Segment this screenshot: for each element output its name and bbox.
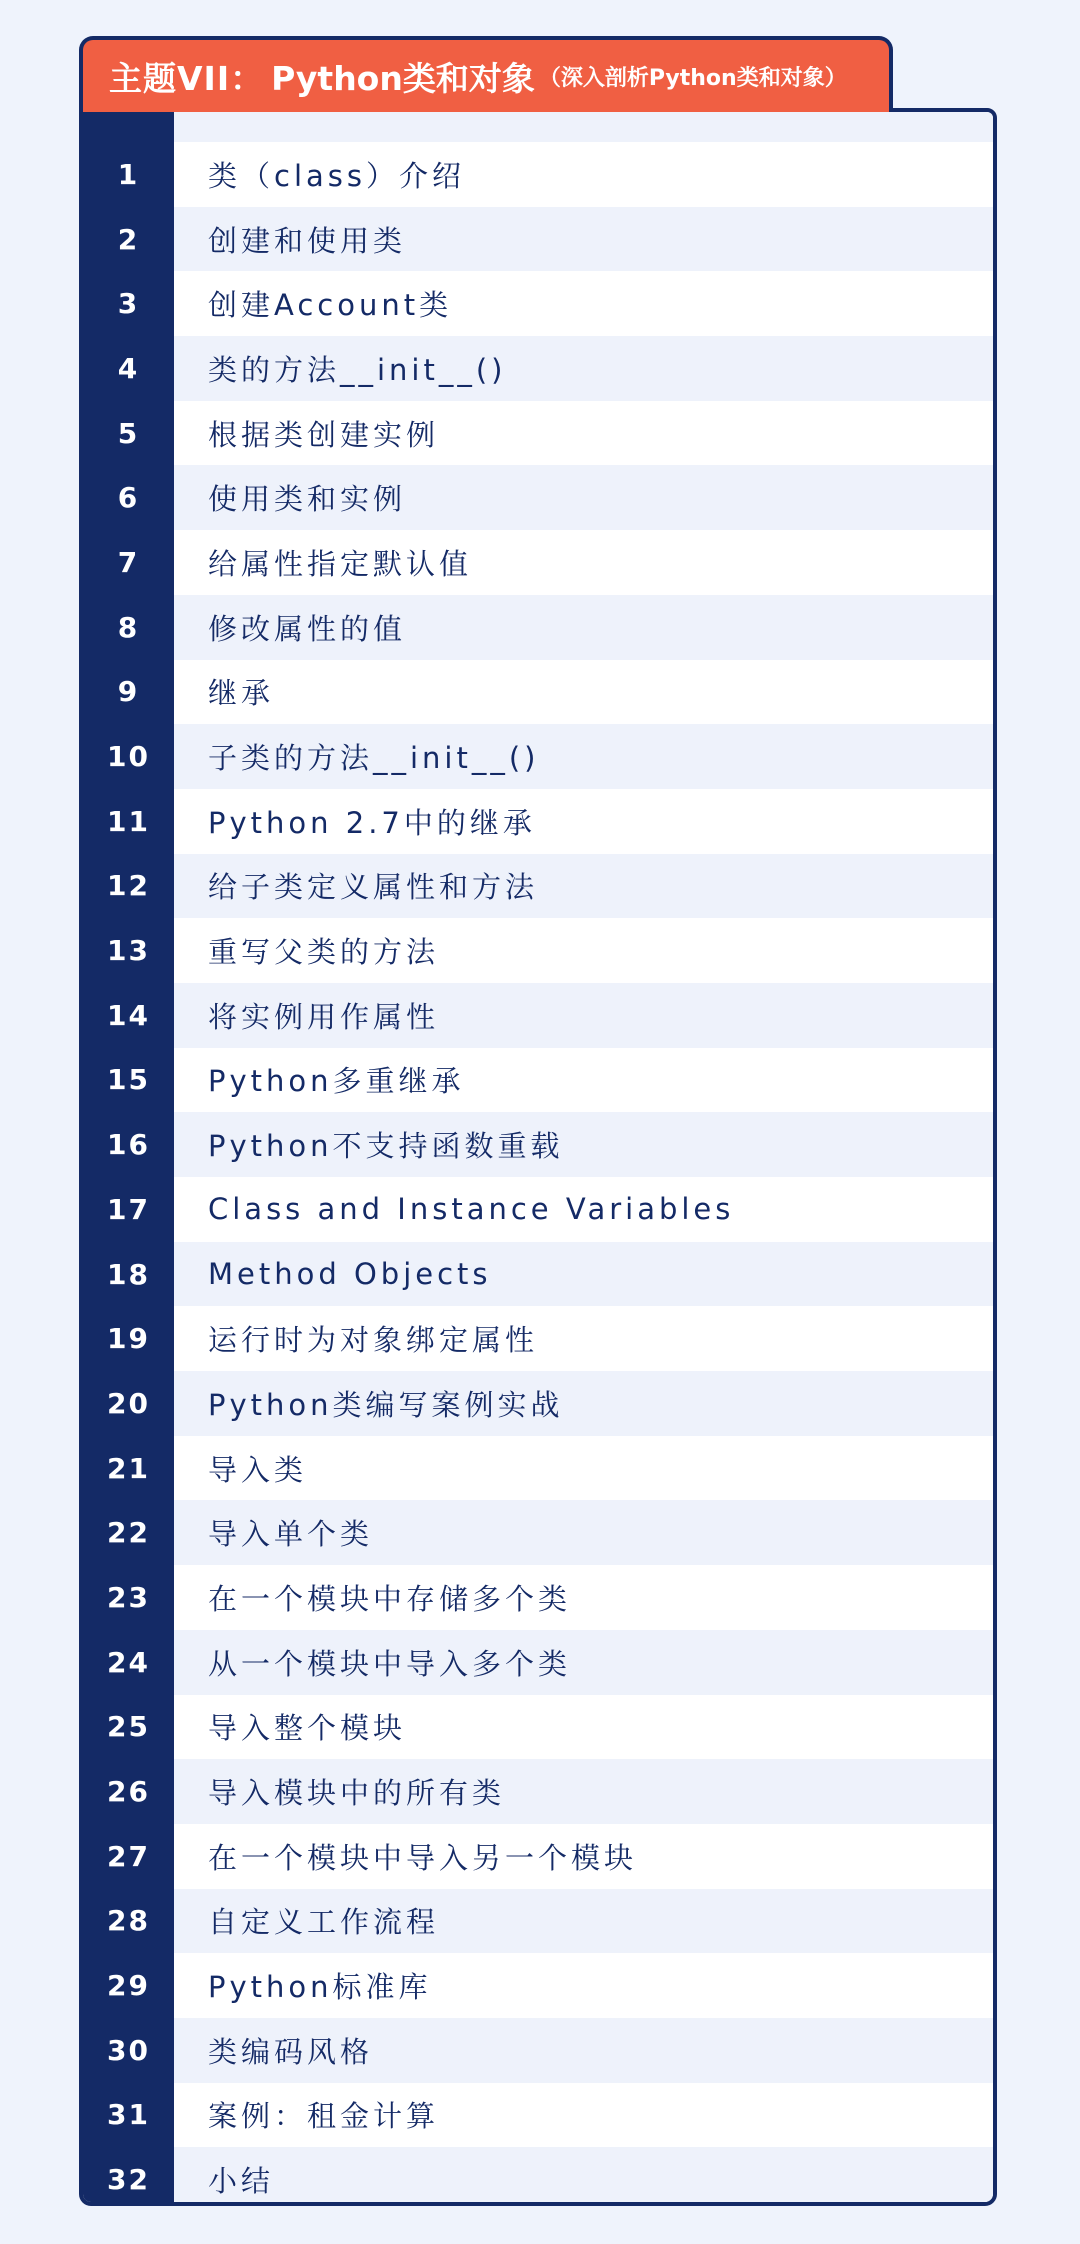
row-title: 在一个模块中存储多个类	[174, 1565, 993, 1630]
topic-label: 主题VII	[109, 58, 231, 98]
row-number: 3	[117, 287, 140, 321]
row-title: 从一个模块中导入多个类	[174, 1630, 993, 1695]
row-number: 26	[107, 1775, 150, 1809]
outline-row	[83, 983, 993, 1048]
row-title: Class and Instance Variables	[174, 1177, 993, 1242]
row-title: 重写父类的方法	[174, 918, 993, 983]
row-number: 29	[107, 1969, 150, 2003]
row-number: 15	[107, 1063, 150, 1097]
outline-row	[83, 2147, 993, 2206]
outline-row	[83, 660, 993, 725]
outline-row	[83, 1371, 993, 1436]
row-number: 24	[107, 1645, 150, 1679]
row-title: 继承	[174, 660, 993, 725]
row-number: 2	[117, 222, 140, 256]
title-separator: ：	[230, 58, 264, 98]
row-number: 30	[107, 2033, 150, 2067]
row-title: Python标准库	[174, 1953, 993, 2018]
outline-rows	[83, 142, 993, 2206]
row-number: 5	[117, 416, 140, 450]
row-title: 使用类和实例	[174, 465, 993, 530]
outline-row	[83, 724, 993, 789]
outline-row	[83, 1953, 993, 2018]
outline-row	[83, 1242, 993, 1307]
row-title: 创建Account类	[174, 271, 993, 336]
outline-table	[79, 108, 997, 2206]
outline-row	[83, 1112, 993, 1177]
row-number: 31	[107, 2098, 150, 2132]
outline-row	[83, 595, 993, 660]
row-number: 23	[107, 1580, 150, 1614]
row-number: 8	[117, 610, 140, 644]
row-title: Python类编写案例实战	[174, 1371, 993, 1436]
row-number: 14	[107, 998, 150, 1032]
row-title: 类编码风格	[174, 2018, 993, 2083]
row-number: 16	[107, 1128, 150, 1162]
outline-row	[83, 207, 993, 272]
row-number: 20	[107, 1386, 150, 1420]
row-title: 运行时为对象绑定属性	[174, 1306, 993, 1371]
row-number: 25	[107, 1710, 150, 1744]
outline-row	[83, 1048, 993, 1113]
outline-row	[83, 1306, 993, 1371]
row-number: 4	[117, 351, 140, 385]
row-number: 11	[107, 804, 150, 838]
row-title: 在一个模块中导入另一个模块	[174, 1824, 993, 1889]
row-title: 将实例用作属性	[174, 983, 993, 1048]
row-title: 类的方法__init__()	[174, 336, 993, 401]
outline-row	[83, 2018, 993, 2083]
row-title: 给子类定义属性和方法	[174, 854, 993, 919]
outline-row	[83, 271, 993, 336]
row-title: 导入模块中的所有类	[174, 1759, 993, 1824]
row-title: Python多重继承	[174, 1048, 993, 1113]
outline-row	[83, 854, 993, 919]
row-number: 7	[117, 545, 140, 579]
row-title: Method Objects	[174, 1242, 993, 1307]
row-title: 自定义工作流程	[174, 1889, 993, 1954]
row-number: 32	[107, 2163, 150, 2197]
outline-row	[83, 2083, 993, 2148]
row-number: 19	[107, 1322, 150, 1356]
row-number: 18	[107, 1257, 150, 1291]
topic-title: Python类和对象	[271, 58, 535, 98]
outline-row	[83, 1500, 993, 1565]
row-number: 9	[117, 675, 140, 709]
row-title: 给属性指定默认值	[174, 530, 993, 595]
outline-row	[83, 789, 993, 854]
row-title: 案例：租金计算	[174, 2083, 993, 2148]
outline-row	[83, 1695, 993, 1760]
row-number: 10	[107, 740, 150, 774]
row-number: 27	[107, 1839, 150, 1873]
outline-row	[83, 1565, 993, 1630]
row-number: 12	[107, 869, 150, 903]
outline-row	[83, 918, 993, 983]
row-title: 修改属性的值	[174, 595, 993, 660]
row-title: 根据类创建实例	[174, 401, 993, 466]
row-number: 21	[107, 1451, 150, 1485]
row-title: 导入类	[174, 1436, 993, 1501]
outline-row	[83, 1436, 993, 1501]
outline-row	[83, 1177, 993, 1242]
row-title: Python不支持函数重载	[174, 1112, 993, 1177]
topic-subtitle: （深入剖析Python类和对象）	[538, 65, 847, 91]
row-number: 22	[107, 1516, 150, 1550]
outline-row	[83, 1889, 993, 1954]
row-title: 创建和使用类	[174, 207, 993, 272]
outline-row	[83, 1824, 993, 1889]
row-number: 28	[107, 1904, 150, 1938]
outline-row	[83, 142, 993, 207]
row-title: 类（class）介绍	[174, 142, 993, 207]
row-title: 小结	[174, 2147, 993, 2206]
outline-row	[83, 1630, 993, 1695]
row-title: 导入单个类	[174, 1500, 993, 1565]
outline-row	[83, 465, 993, 530]
row-number: 6	[117, 481, 140, 515]
row-title: 子类的方法__init__()	[174, 724, 993, 789]
row-number: 17	[107, 1192, 150, 1226]
row-title: Python 2.7中的继承	[174, 789, 993, 854]
outline-row	[83, 401, 993, 466]
outline-row	[83, 530, 993, 595]
row-title: 导入整个模块	[174, 1695, 993, 1760]
outline-row	[83, 336, 993, 401]
row-number: 13	[107, 934, 150, 968]
topic-title-tab	[79, 36, 893, 112]
table-top-strip	[174, 112, 993, 142]
outline-row	[83, 1759, 993, 1824]
row-number: 1	[117, 157, 140, 191]
